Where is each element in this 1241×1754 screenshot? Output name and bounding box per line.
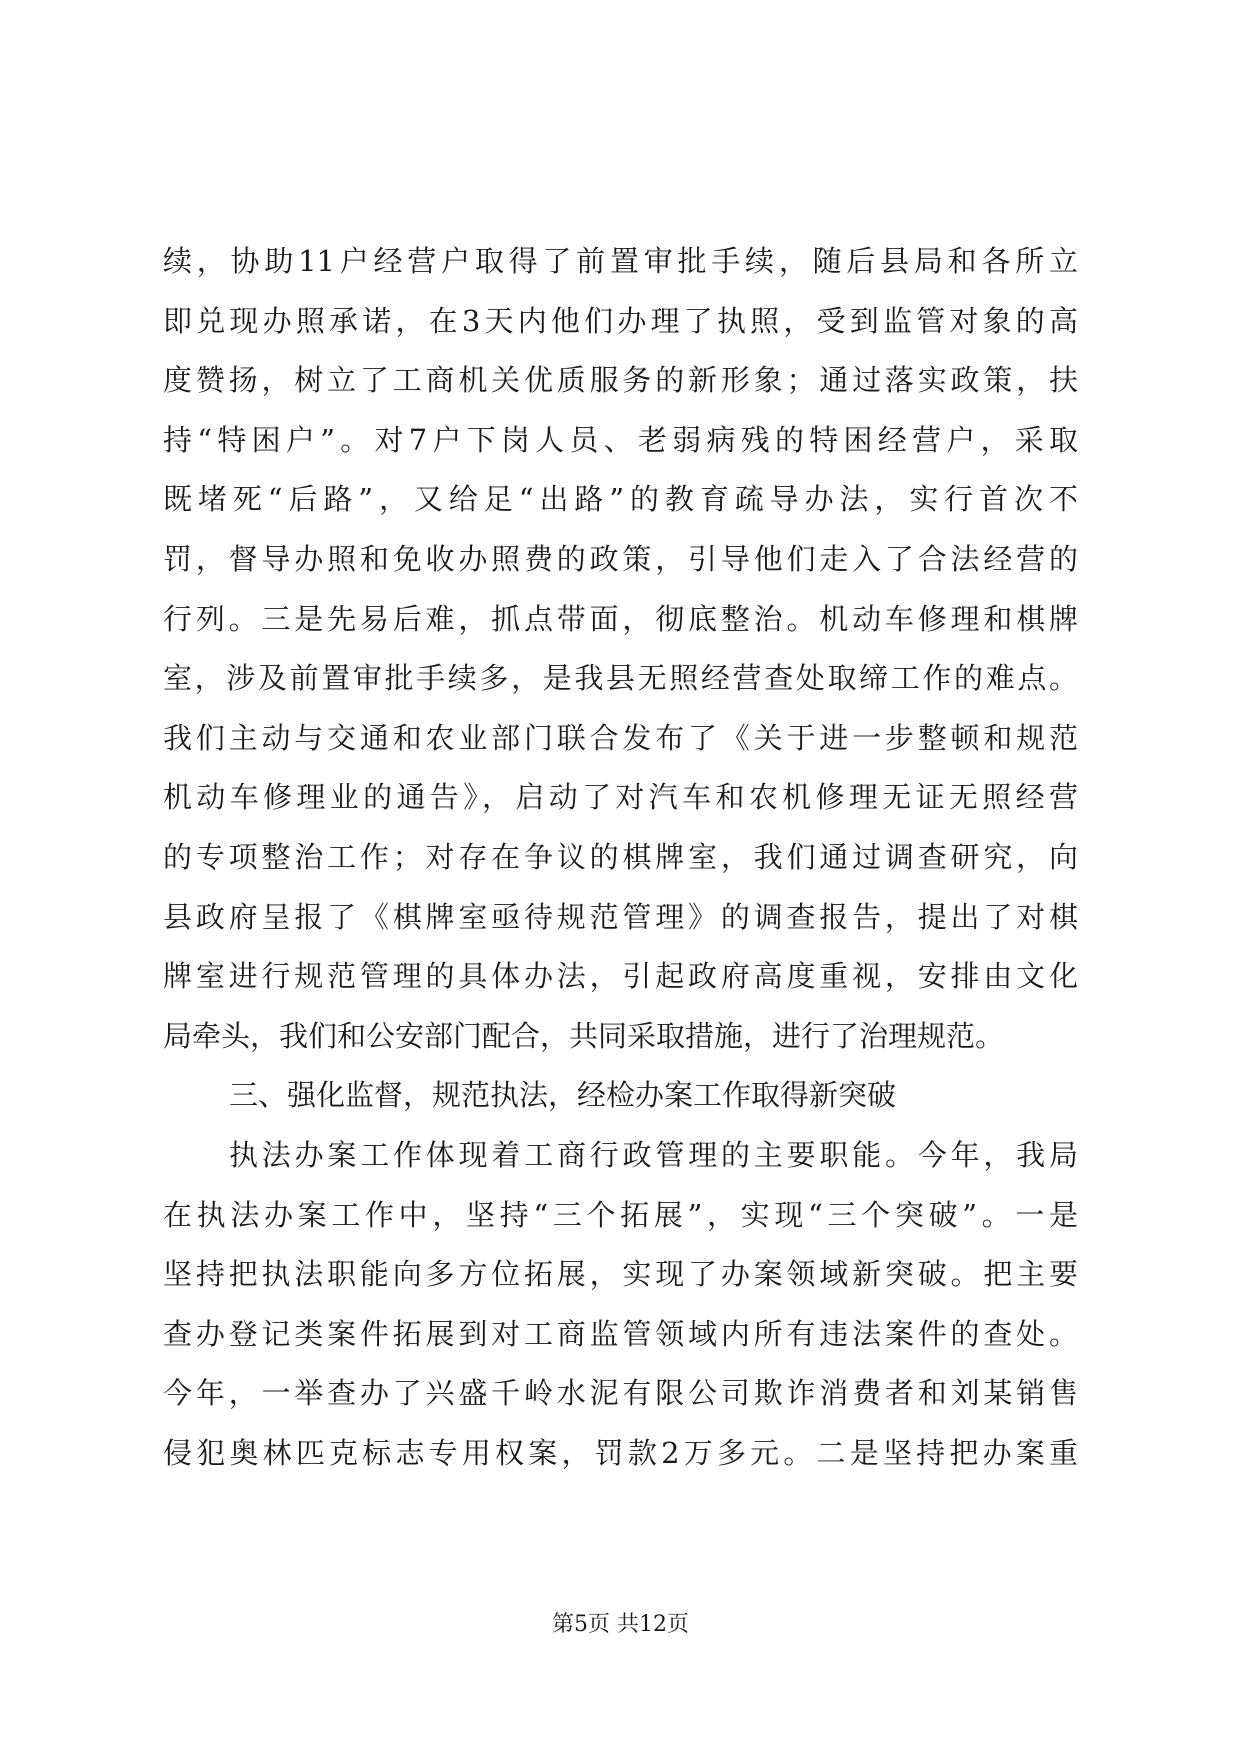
text-line: 即兑现办照承诺，在3天内他们办理了执照，受到监管对象的高 [163,303,1078,338]
text-line: 执法办案工作体现着工商行政管理的主要职能。今年，我局 [229,1137,1078,1172]
text-line: 县政府呈报了《棋牌室亟待规范管理》的调查报告，提出了对棋 [163,899,1078,934]
text-line: 的专项整治工作；对存在争议的棋牌室，我们通过调查研究，向 [163,839,1078,874]
text-line: 既堵死“后路”，又给足“出路”的教育疏导办法，实行首次不 [163,482,1078,517]
text-line: 今年，一举查办了兴盛千岭水泥有限公司欺诈消费者和刘某销售 [163,1376,1078,1411]
page-footer: 第5页 共12页 [552,1612,689,1637]
text-line: 查办登记类案件拓展到对工商监管领域内所有违法案件的查处。 [163,1316,1078,1351]
text-line: 局牵头，我们和公安部门配合，共同采取措施，进行了治理规范。 [163,1018,1005,1053]
text-line: 室，涉及前置审批手续多，是我县无照经营查处取缔工作的难点。 [163,661,1078,696]
text-line: 机动车修理业的通告》，启动了对汽车和农机修理无证无照经营 [163,780,1078,815]
text-line: 持“特困户”。对7户下岗人员、老弱病残的特困经营户，采取 [163,422,1078,457]
text-line: 我们主动与交通和农业部门联合发布了《关于进一步整顿和规范 [163,720,1078,755]
body-text [163,232,1078,1483]
section-heading: 三、强化监督，规范执法，经检办案工作取得新突破 [229,1078,897,1113]
text-line: 罚，督导办照和免收办照费的政策，引导他们走入了合法经营的 [163,541,1078,576]
text-line: 度赞扬，树立了工商机关优质服务的新形象；通过落实政策，扶 [163,363,1078,398]
text-line: 侵犯奥林匹克标志专用权案，罚款2万多元。二是坚持把办案重 [163,1435,1078,1470]
text-line: 续，协助11户经营户取得了前置审批手续，随后县局和各所立 [163,244,1078,278]
text-line: 行列。三是先易后难，抓点带面，彻底整治。机动车修理和棋牌 [163,601,1078,636]
text-line: 坚持把执法职能向多方位拓展，实现了办案领域新突破。把主要 [163,1257,1078,1292]
text-line: 牌室进行规范管理的具体办法，引起政府高度重视，安排由文化 [163,959,1078,994]
text-line: 在执法办案工作中，坚持“三个拓展”，实现“三个突破”。一是 [163,1197,1078,1232]
